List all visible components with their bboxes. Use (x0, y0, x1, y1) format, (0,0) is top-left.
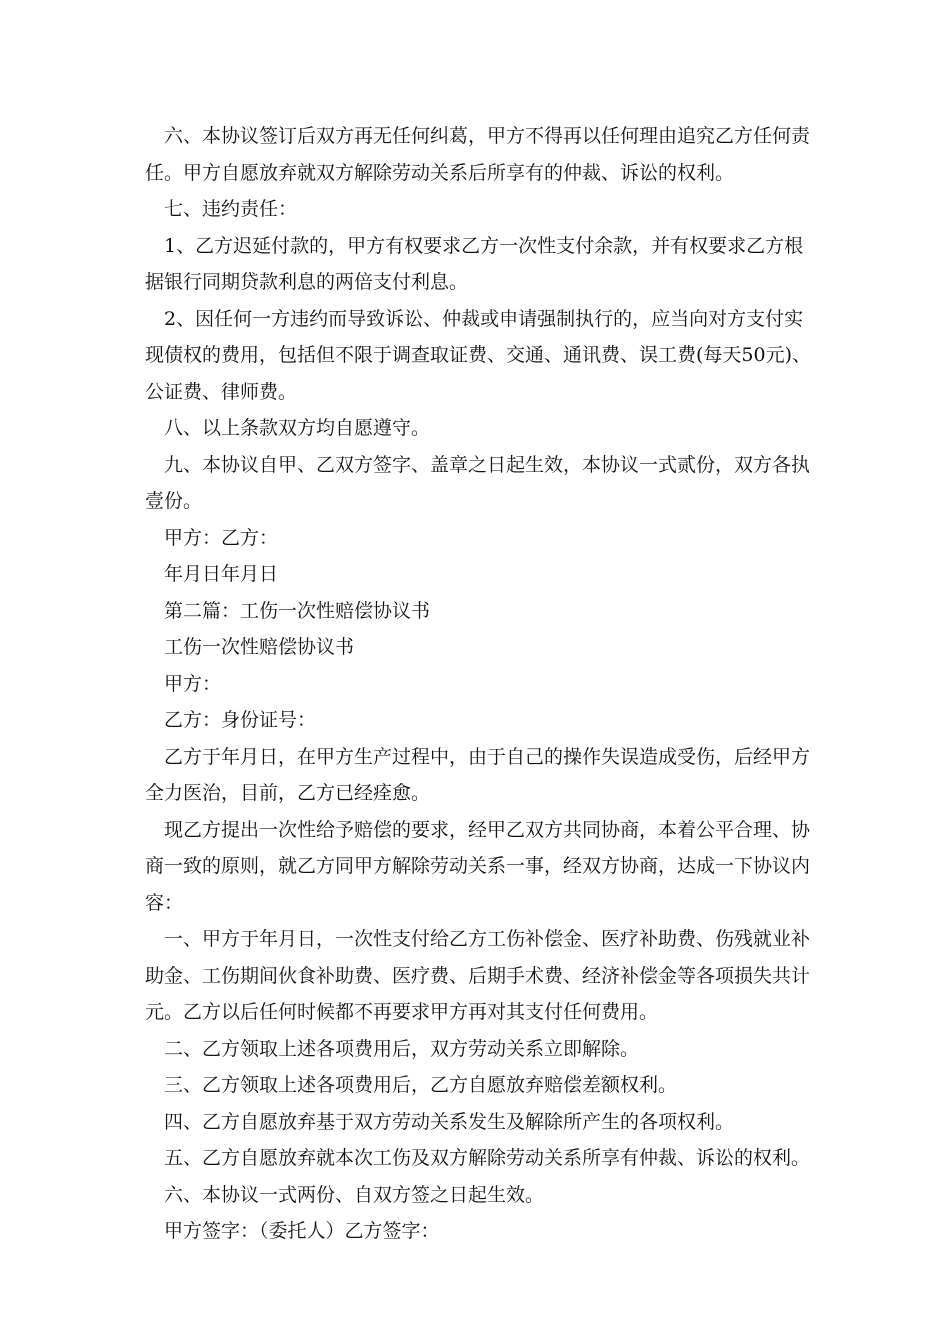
paragraph-item-4: 四、乙方自愿放弃基于双方劳动关系发生及解除所产生的各项权利。 (164, 1110, 735, 1133)
paragraph-clause-8: 八、以上条款双方均自愿遵守。 (164, 417, 431, 439)
paragraph-item-2: 二、乙方领取上述各项费用后，双方劳动关系立即解除。 (164, 1037, 640, 1060)
document-body (145, 118, 815, 1250)
paragraph-clause-7-2: 2、因任何一方违约而导致诉讼、仲裁或申请强制执行的，应当向对方支付实现债权的费用，包括但不限于调查取证费、交通、通讯费、误工费(每天50元)、公证费、律师费。 (145, 307, 812, 403)
paragraph-item-5: 五、乙方自愿放弃就本次工伤及双方解除劳动关系所享有仲裁、诉讼的权利。 (164, 1147, 811, 1169)
paragraph-item-6: 六、本协议一式两份、自双方签之日起生效。 (164, 1183, 545, 1206)
signature-date-line: 年月日年月日 (164, 563, 279, 585)
document-title: 工伤一次性赔偿协议书 (164, 636, 355, 658)
signature-final-line: 甲方签字：（委托人）乙方签字： (164, 1220, 440, 1242)
section-heading-part-two: 第二篇：工伤一次性赔偿协议书 (164, 599, 431, 622)
paragraph-clause-7-heading: 七、违约责任： (164, 198, 298, 220)
party-b-id-line: 乙方：身份证号： (164, 709, 317, 731)
paragraph-compensation-request: 现乙方提出一次性给予赔偿的要求，经甲乙双方共同协商，本着公平合理、协商一致的原则，就乙方同甲方解除劳动关系一事，经双方协商，达成一下协议内容： (145, 818, 811, 914)
signature-party-line: 甲方：乙方： (164, 526, 279, 549)
paragraph-item-3: 三、乙方领取上述各项费用后，乙方自愿放弃赔偿差额权利。 (164, 1074, 678, 1096)
party-a-line: 甲方： (164, 672, 222, 695)
paragraph-clause-6-no-dispute: 六、本协议签订后双方再无任何纠葛，甲方不得再以任何理由追究乙方任何责任。甲方自愿放弃就双方解除劳动关系后所享有的仲裁、诉讼的权利。 (145, 125, 811, 184)
paragraph-clause-7-1: 1、乙方迟延付款的，甲方有权要求乙方一次性支付余款，并有权要求乙方根据银行同期贷款利息的两倍支付利息。 (145, 234, 804, 293)
paragraph-injury-description: 乙方于年月日，在甲方生产过程中，由于自己的操作失误造成受伤，后经甲方全力医治，目前，乙方已经痊愈。 (145, 745, 811, 804)
paragraph-item-1-payment: 一、甲方于年月日，一次性支付给乙方工伤补偿金、医疗补助费、伤残就业补助金、工伤期间伙食补助费、医疗费、后期手术费、经济补偿金等各项损失共计元。乙方以后任何时候都不再要求甲方再对其支付任何费用。 (145, 928, 811, 1023)
paragraph-clause-9: 九、本协议自甲、乙双方签字、盖章之日起生效，本协议一式贰份，双方各执壹份。 (145, 453, 811, 512)
